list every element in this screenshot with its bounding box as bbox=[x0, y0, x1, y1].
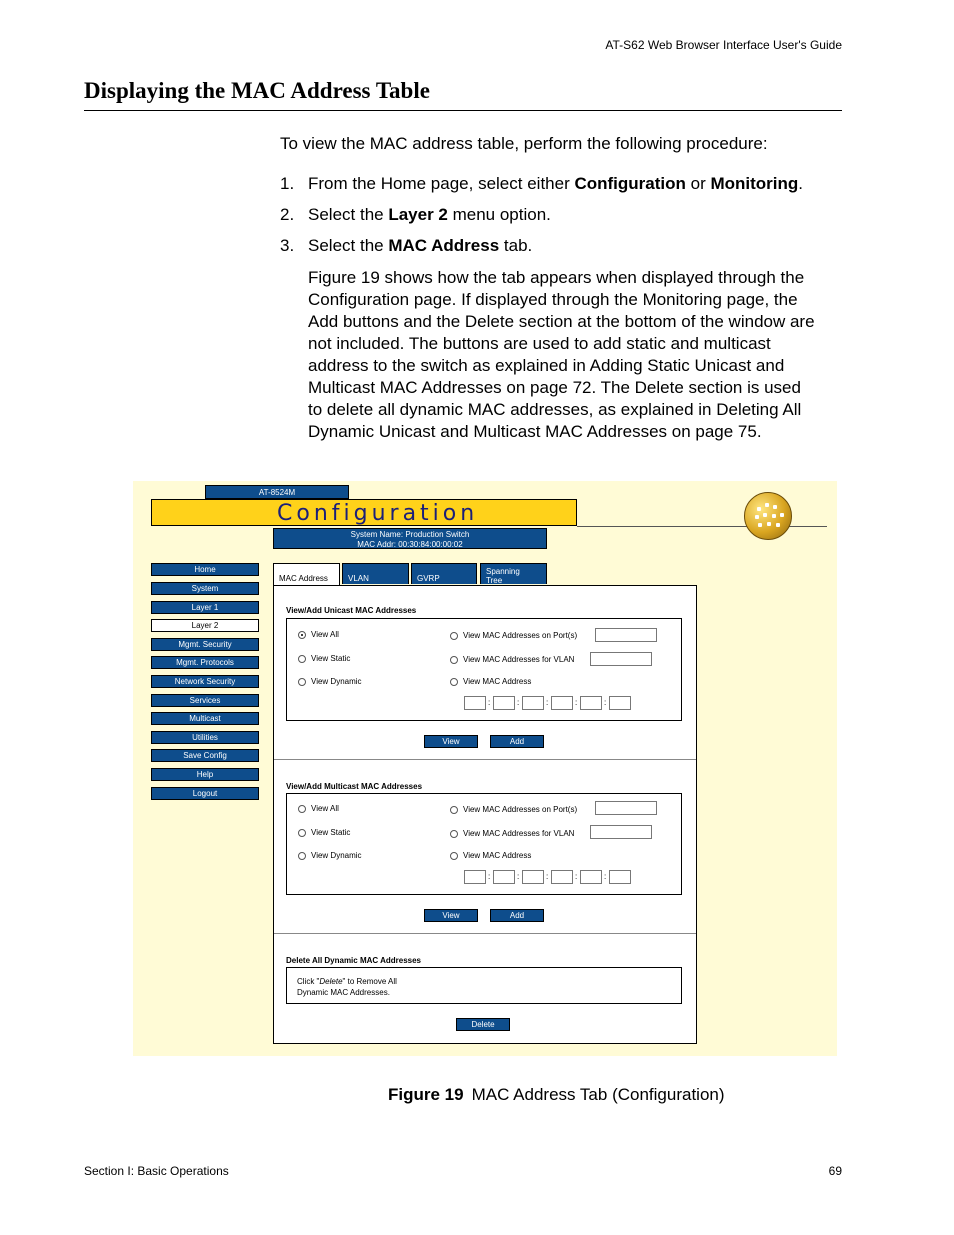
running-head: AT-S62 Web Browser Interface User's Guide bbox=[605, 38, 842, 52]
banner-title: Configuration bbox=[277, 501, 479, 526]
mac-colon: : bbox=[546, 872, 549, 881]
procedure-steps bbox=[280, 173, 825, 266]
config-banner bbox=[151, 499, 577, 526]
mac-colon: : bbox=[575, 872, 578, 881]
multicast-ports-input[interactable] bbox=[595, 801, 657, 815]
multicast-vlan-input[interactable] bbox=[590, 825, 652, 839]
model-label: AT-8524M bbox=[205, 485, 349, 499]
tab-spanning-label: Spanning bbox=[486, 567, 520, 576]
radio-icon bbox=[450, 656, 458, 664]
multicast-mac-octet-2[interactable] bbox=[493, 870, 515, 884]
multicast-box bbox=[286, 793, 682, 895]
mac-colon: : bbox=[575, 698, 578, 707]
nav-multicast[interactable]: Multicast bbox=[151, 712, 259, 725]
mac-colon: : bbox=[488, 698, 491, 707]
figure-caption: Figure 19 MAC Address Tab (Configuration) bbox=[388, 1085, 725, 1104]
radio-icon bbox=[450, 852, 458, 860]
nav-logout[interactable]: Logout bbox=[151, 787, 259, 800]
multicast-view-ports[interactable]: View MAC Addresses on Port(s) bbox=[450, 805, 577, 814]
multicast-view-all[interactable]: View All bbox=[298, 804, 339, 813]
tab-vlan[interactable]: VLAN bbox=[342, 563, 409, 584]
radio-icon bbox=[450, 678, 458, 686]
figure-screenshot bbox=[133, 481, 837, 1056]
unicast-mac-octet-2[interactable] bbox=[493, 696, 515, 710]
multicast-title: View/Add Multicast MAC Addresses bbox=[286, 782, 423, 791]
unicast-title: View/Add Unicast MAC Addresses bbox=[286, 606, 417, 615]
step-3: 3. Select the MAC Address tab. bbox=[280, 236, 533, 255]
delete-instructions: Click "Delete" to Remove All Dynamic MAC Addresses. bbox=[297, 977, 397, 997]
unicast-box bbox=[286, 618, 682, 721]
mac-colon: : bbox=[604, 698, 607, 707]
unicast-view-dynamic[interactable]: View Dynamic bbox=[298, 677, 362, 686]
delete-title: Delete All Dynamic MAC Addresses bbox=[286, 956, 422, 965]
nav-layer-2[interactable]: Layer 2 bbox=[151, 619, 259, 632]
unicast-mac-octet-6[interactable] bbox=[609, 696, 631, 710]
multicast-mac-octet-6[interactable] bbox=[609, 870, 631, 884]
mac-colon: : bbox=[517, 872, 520, 881]
nav-save-config[interactable]: Save Config bbox=[151, 749, 259, 762]
nav-services[interactable]: Services bbox=[151, 694, 259, 707]
multicast-view-static[interactable]: View Static bbox=[298, 828, 350, 837]
unicast-vlan-input[interactable] bbox=[590, 652, 652, 666]
unicast-mac-octet-4[interactable] bbox=[551, 696, 573, 710]
nav-system[interactable]: System bbox=[151, 582, 259, 595]
multicast-mac-octet-5[interactable] bbox=[580, 870, 602, 884]
radio-icon bbox=[298, 805, 306, 813]
nav-mgmt-protocols[interactable]: Mgmt. Protocols bbox=[151, 656, 259, 669]
delete-button[interactable]: Delete bbox=[456, 1018, 510, 1031]
multicast-view-vlan[interactable]: View MAC Addresses for VLAN bbox=[450, 829, 574, 838]
radio-icon bbox=[298, 655, 306, 663]
radio-icon bbox=[298, 678, 306, 686]
section-title: Displaying the MAC Address Table bbox=[84, 78, 430, 103]
multicast-mac-octet-1[interactable] bbox=[464, 870, 486, 884]
system-name: System Name: Production Switch bbox=[350, 530, 470, 539]
mac-colon: : bbox=[488, 872, 491, 881]
multicast-mac-octet-3[interactable] bbox=[522, 870, 544, 884]
tab-spanning-tree[interactable] bbox=[480, 563, 547, 584]
tab-mac-address[interactable]: MAC Address bbox=[273, 563, 340, 586]
system-info bbox=[273, 528, 547, 549]
unicast-mac-octet-5[interactable] bbox=[580, 696, 602, 710]
unicast-mac-octet-3[interactable] bbox=[522, 696, 544, 710]
nav-layer-1[interactable]: Layer 1 bbox=[151, 601, 259, 614]
step-2: 2. Select the Layer 2 menu option. bbox=[280, 205, 551, 224]
multicast-view-button[interactable]: View bbox=[424, 909, 478, 922]
nav-mgmt-security[interactable]: Mgmt. Security bbox=[151, 638, 259, 651]
unicast-view-all[interactable]: View All bbox=[298, 630, 339, 639]
unicast-ports-input[interactable] bbox=[595, 628, 657, 642]
radio-icon bbox=[298, 852, 306, 860]
unicast-view-vlan[interactable]: View MAC Addresses for VLAN bbox=[450, 655, 574, 664]
unicast-view-button[interactable]: View bbox=[424, 735, 478, 748]
radio-icon bbox=[450, 632, 458, 640]
mac-addr: MAC Addr: 00:30:84:00:00:02 bbox=[357, 540, 463, 549]
multicast-view-dynamic[interactable]: View Dynamic bbox=[298, 851, 362, 860]
unicast-view-ports[interactable]: View MAC Addresses on Port(s) bbox=[450, 631, 577, 640]
step-1: 1. From the Home page, select either Configuration or Monitoring. bbox=[280, 174, 803, 193]
unicast-view-mac[interactable]: View MAC Address bbox=[450, 677, 531, 686]
page-number: 69 bbox=[828, 1164, 842, 1178]
delete-box bbox=[286, 967, 682, 1004]
unicast-add-button[interactable]: Add bbox=[490, 735, 544, 748]
mac-colon: : bbox=[546, 698, 549, 707]
intro-text: To view the MAC address table, perform the following procedure: bbox=[280, 134, 768, 153]
explanation-paragraph: Figure 19 shows how the tab appears when displayed through the Configuration page. If displayed through the Monitoring page, the Add buttons and the Delete section at the bottom of the window are not included. The buttons are used to add static and multicast address to the switch as explained in Adding Static Unicast and Multicast MAC Addresses on page 72. The Delete section is used to delete all dynamic MAC addresses, as explained in Deleting All Dynamic Unicast and Multicast MAC Addresses on page 75. bbox=[308, 268, 815, 441]
footer-section: Section I: Basic Operations bbox=[84, 1164, 229, 1178]
section-divider bbox=[274, 759, 696, 760]
globe-logo-icon bbox=[744, 492, 792, 540]
radio-icon bbox=[298, 829, 306, 837]
unicast-view-static[interactable]: View Static bbox=[298, 654, 350, 663]
section-divider bbox=[274, 933, 696, 934]
radio-icon bbox=[450, 806, 458, 814]
nav-help[interactable]: Help bbox=[151, 768, 259, 781]
tab-gvrp[interactable]: GVRP bbox=[411, 563, 477, 584]
mac-colon: : bbox=[604, 872, 607, 881]
multicast-add-button[interactable]: Add bbox=[490, 909, 544, 922]
nav-network-security[interactable]: Network Security bbox=[151, 675, 259, 688]
mac-address-panel bbox=[273, 585, 697, 1044]
unicast-mac-octet-1[interactable] bbox=[464, 696, 486, 710]
multicast-view-mac[interactable]: View MAC Address bbox=[450, 851, 531, 860]
radio-icon bbox=[450, 830, 458, 838]
mac-colon: : bbox=[517, 698, 520, 707]
radio-icon bbox=[298, 631, 306, 639]
title-rule bbox=[84, 110, 842, 111]
multicast-mac-octet-4[interactable] bbox=[551, 870, 573, 884]
nav-home[interactable]: Home bbox=[151, 563, 259, 576]
nav-utilities[interactable]: Utilities bbox=[151, 731, 259, 744]
tab-tree-label: Tree bbox=[486, 576, 503, 585]
